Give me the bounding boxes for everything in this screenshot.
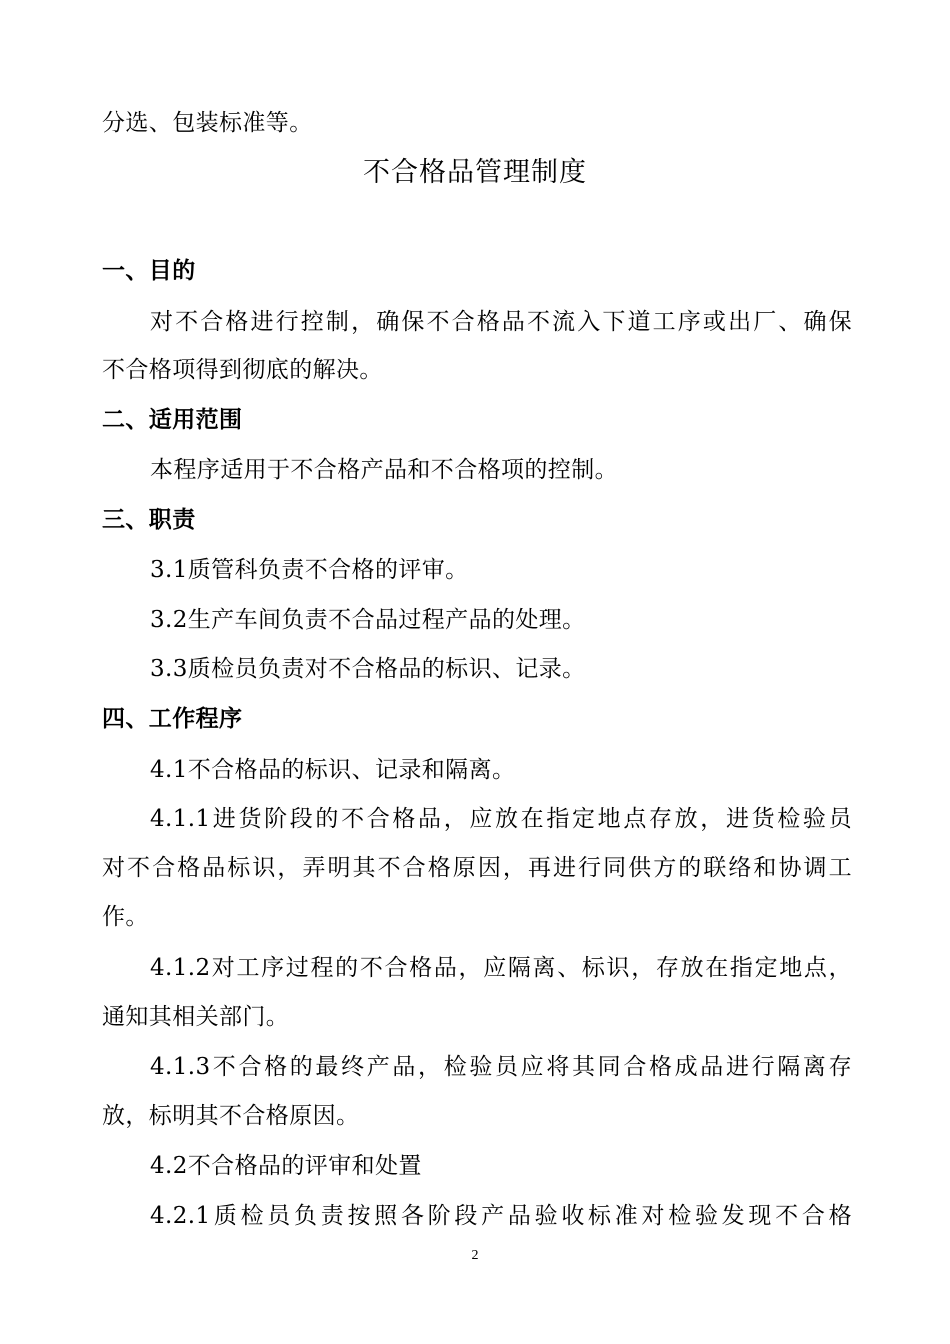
paragraph-line: 对不合格进行控制，确保不合格品不流入下道工序或出厂、确保 bbox=[150, 309, 852, 335]
paragraph-line: 4.1不合格品的标识、记录和隔离。 bbox=[150, 757, 516, 783]
paragraph-line: 本程序适用于不合格产品和不合格项的控制。 bbox=[150, 457, 618, 483]
intro-line: 分选、包装标准等。 bbox=[102, 110, 313, 136]
document-title: 不合格品管理制度 bbox=[363, 157, 587, 188]
paragraph-line: 4.2.1质检员负责按照各阶段产品验收标准对检验发现不合格 bbox=[150, 1203, 852, 1229]
page-number: 2 bbox=[471, 1248, 479, 1263]
paragraph-line: 作。 bbox=[102, 904, 149, 930]
section-heading-purpose: 一、目的 bbox=[102, 258, 196, 284]
list-item: 3.3质检员负责对不合格品的标识、记录。 bbox=[150, 656, 586, 682]
paragraph-line: 4.1.1进货阶段的不合格品，应放在指定地点存放，进货检验员 bbox=[150, 806, 852, 832]
paragraph-line: 不合格项得到彻底的解决。 bbox=[102, 357, 383, 383]
list-item: 3.2生产车间负责不合品过程产品的处理。 bbox=[150, 607, 586, 633]
paragraph-line: 4.1.3不合格的最终产品，检验员应将其同合格成品进行隔离存 bbox=[150, 1054, 852, 1080]
section-heading-procedure: 四、工作程序 bbox=[102, 706, 243, 732]
paragraph-line: 放，标明其不合格原因。 bbox=[102, 1103, 360, 1129]
section-heading-responsibilities: 三、职责 bbox=[102, 507, 196, 533]
list-item: 3.1质管科负责不合格的评审。 bbox=[150, 557, 469, 583]
paragraph-line: 4.2不合格品的评审和处置 bbox=[150, 1153, 422, 1179]
paragraph-line: 对不合格品标识，弄明其不合格原因，再进行同供方的联络和协调工 bbox=[102, 855, 852, 881]
paragraph-line: 通知其相关部门。 bbox=[102, 1004, 290, 1030]
section-heading-scope: 二、适用范围 bbox=[102, 407, 243, 433]
paragraph-line: 4.1.2对工序过程的不合格品，应隔离、标识，存放在指定地点， bbox=[150, 955, 852, 981]
